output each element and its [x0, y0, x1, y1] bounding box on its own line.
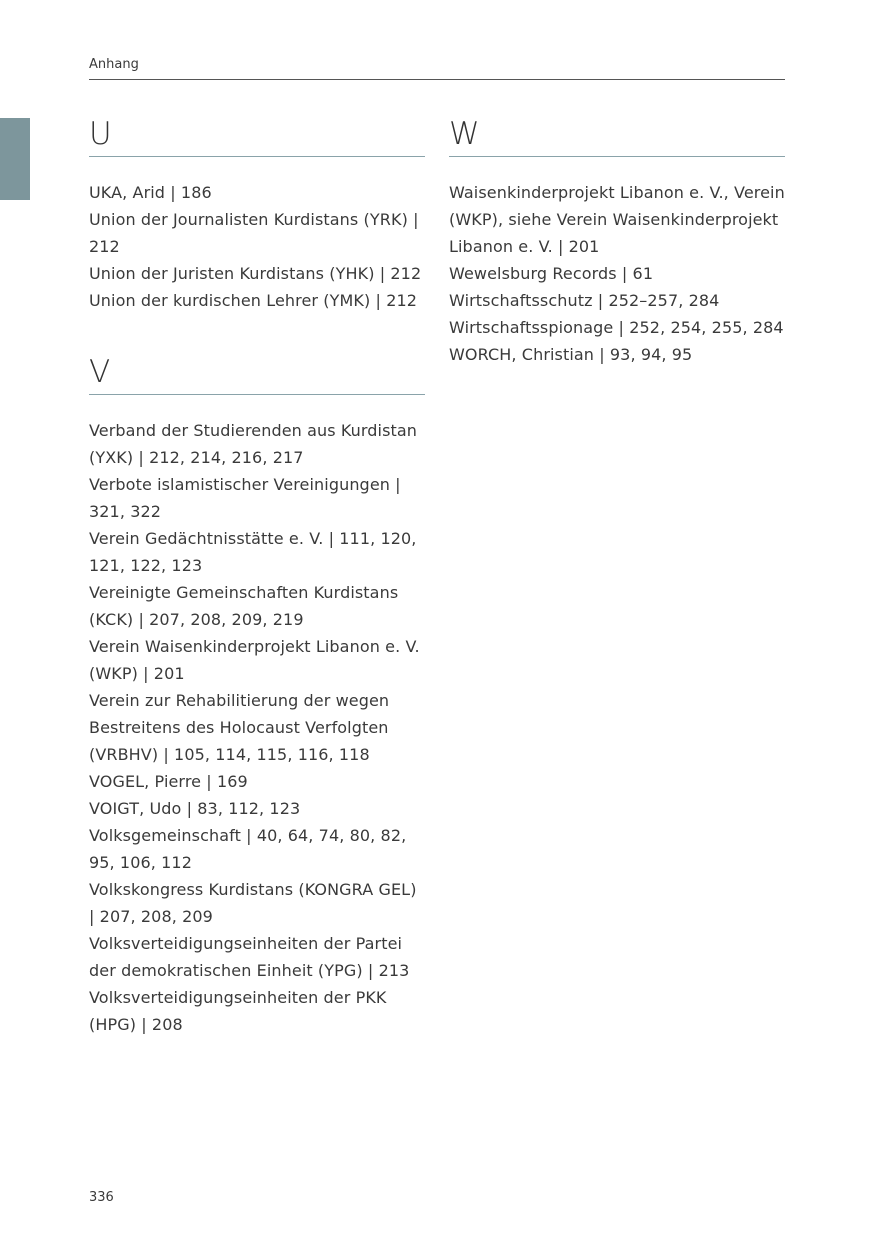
index-entry: Union der Juristen Kurdistans (YHK) | 212 [89, 264, 422, 283]
index-entry: Volksverteidigungseinheiten der PKK (HPG) | 208 [89, 988, 387, 1034]
index-entry: Verbote islamistischer Vereinigungen | 321, 322 [89, 475, 401, 521]
index-entry: Waisenkinderprojekt Libanon e. V., Verein (WKP), siehe Verein Waisenkinderprojekt Libanon e. V. | 201 [449, 183, 785, 256]
index-entry: Verein Gedächtnisstätte e. V. | 111, 120, 121, 122, 123 [89, 529, 417, 575]
index-entry: VOIGT, Udo | 83, 112, 123 [89, 799, 301, 818]
header-rule [89, 79, 785, 80]
index-section-w [449, 112, 785, 368]
index-entry: WORCH, Christian | 93, 94, 95 [449, 345, 693, 364]
index-entry: UKA, Arid | 186 [89, 183, 212, 202]
chapter-thumb-tab [0, 118, 30, 200]
section-letter-v: V [89, 350, 425, 395]
index-entry: Verband der Studierenden aus Kurdistan (YXK) | 212, 214, 216, 217 [89, 421, 418, 467]
section-letter-u: U [89, 112, 425, 157]
index-entry: Volksgemeinschaft | 40, 64, 74, 80, 82, 95, 106, 112 [89, 826, 407, 872]
index-entry: Wirtschaftsschutz | 252–257, 284 [449, 291, 720, 310]
index-entry: Vereinigte Gemeinschaften Kurdistans (KCK) | 207, 208, 209, 219 [89, 583, 399, 629]
index-column-left [89, 112, 425, 1074]
index-entry: Volkskongress Kurdistans (KONGRA GEL) | 207, 208, 209 [89, 880, 417, 926]
page-number: 336 [89, 1190, 114, 1205]
section-letter-w: W [449, 112, 785, 157]
index-entry: Union der kurdischen Lehrer (YMK) | 212 [89, 291, 418, 310]
index-column-right [449, 112, 785, 404]
index-entry: VOGEL, Pierre | 169 [89, 772, 248, 791]
index-entry: Wirtschaftsspionage | 252, 254, 255, 284 [449, 318, 784, 337]
index-entry: Verein Waisenkinderprojekt Libanon e. V. (WKP) | 201 [89, 637, 420, 683]
index-section-v [89, 350, 425, 1038]
index-entry: Union der Journalisten Kurdistans (YRK) | 212 [89, 210, 419, 256]
index-entry: Volksverteidigungseinheiten der Partei der demokratischen Einheit (YPG) | 213 [89, 934, 410, 980]
index-entry: Wewelsburg Records | 61 [449, 264, 654, 283]
running-head: Anhang [89, 57, 139, 72]
index-section-u [89, 112, 425, 314]
index-entry: Verein zur Rehabilitierung der wegen Bestreitens des Holocaust Verfolgten (VRBHV) | 105, 114, 115, 116, 118 [89, 691, 390, 764]
